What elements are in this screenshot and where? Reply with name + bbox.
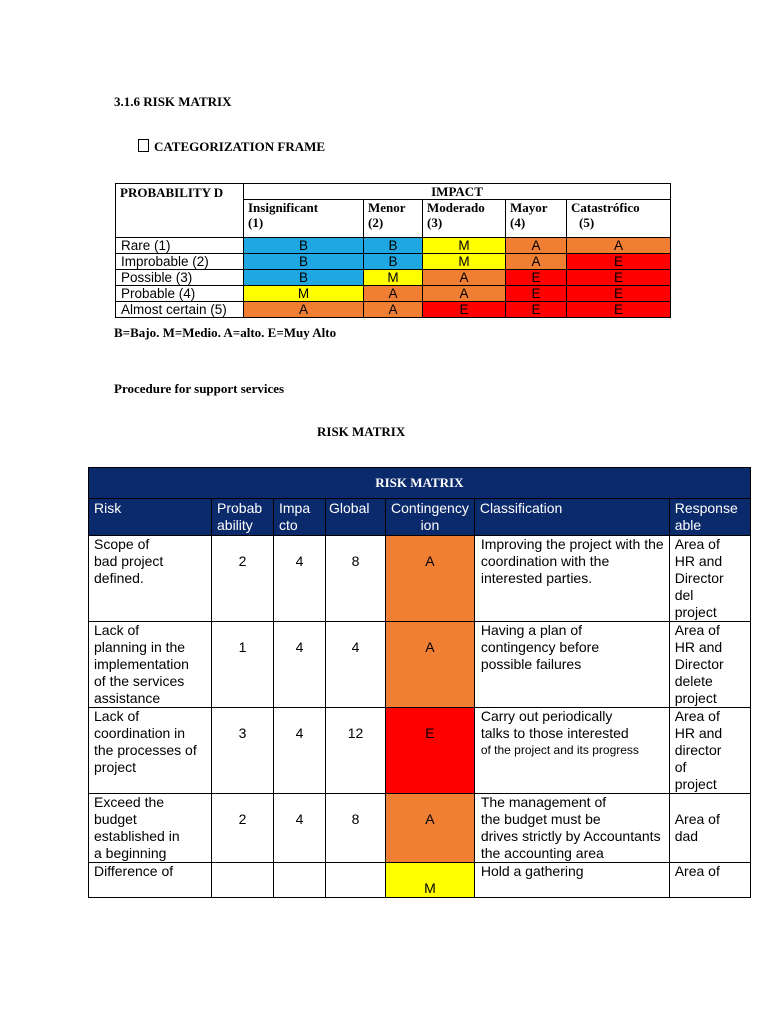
risk-text-line: of the services — [94, 673, 185, 689]
responsible-text-line: Director — [674, 570, 724, 586]
impact-cell: 4 — [274, 622, 326, 708]
categorization-matrix — [115, 183, 671, 318]
risk-row — [89, 708, 751, 794]
probability-header: PROBABILITY D — [116, 184, 244, 238]
risk-row — [89, 794, 751, 863]
risk-level-cell: E — [506, 286, 567, 302]
classification-text-line: interested parties. — [480, 570, 593, 586]
impact-level-num: (4) — [510, 215, 526, 231]
probability-cell — [212, 863, 274, 898]
bullet-placeholder-icon — [138, 139, 149, 152]
risk-level-cell: A — [244, 302, 364, 318]
classification-cell — [474, 708, 669, 794]
risk-row — [89, 536, 751, 622]
responsible-text-line: HR and — [674, 553, 723, 569]
risk-level-cell: B — [244, 238, 364, 254]
column-header-classification: Classification — [474, 499, 669, 536]
impact-level-name: Mayor — [510, 200, 548, 216]
risk-text-line: budget — [94, 811, 137, 827]
contingency-cell: A — [386, 794, 475, 863]
risk-text-line: Scope of — [94, 536, 150, 552]
impact-level-3 — [423, 200, 506, 238]
contingency-cell: E — [386, 708, 475, 794]
probability-cell: 3 — [212, 708, 274, 794]
probability-row — [116, 238, 671, 254]
risk-text-line: a beginning — [94, 845, 167, 861]
risk-matrix-table — [88, 467, 751, 898]
classification-text-line: the accounting area — [480, 845, 604, 861]
responsible-text-line: Director — [674, 656, 724, 672]
impact-level-name: Moderado — [427, 200, 485, 216]
risk-level-cell: A — [423, 270, 506, 286]
risk-level-cell: B — [364, 254, 423, 270]
probability-cell: 2 — [212, 536, 274, 622]
probability-row — [116, 254, 671, 270]
risk-text-line: bad project — [94, 553, 164, 569]
responsible-cell — [669, 536, 750, 622]
responsible-cell — [669, 622, 750, 708]
risk-matrix-body — [89, 536, 751, 898]
probability-label: Almost certain (5) — [116, 302, 244, 318]
global-cell — [326, 863, 386, 898]
probability-cell: 1 — [212, 622, 274, 708]
risk-level-cell: A — [567, 238, 671, 254]
legend: B=Bajo. M=Medio. A=alto. E=Muy Alto — [114, 325, 337, 340]
risk-text-line: coordination in — [94, 725, 186, 741]
risk-cell — [89, 794, 212, 863]
classification-cell — [474, 536, 669, 622]
risk-level-cell: M — [423, 254, 506, 270]
responsible-cell — [669, 794, 750, 863]
column-header-global: Global — [326, 499, 386, 536]
classification-text-line: Improving the project with the — [480, 536, 664, 552]
risk-text-line: assistance — [94, 690, 161, 706]
impact-level-name: Menor — [368, 200, 406, 216]
risk-level-cell: A — [364, 286, 423, 302]
responsible-text-line: dad — [674, 828, 699, 844]
risk-level-cell: E — [567, 286, 671, 302]
responsible-text-line: delete — [674, 673, 713, 689]
responsible-cell — [669, 863, 750, 898]
responsible-text-line: Area of — [674, 863, 720, 879]
risk-cell — [89, 622, 212, 708]
classification-text-line: coordination with the — [480, 553, 610, 569]
risk-level-cell: E — [506, 270, 567, 286]
risk-level-cell: E — [423, 302, 506, 318]
global-cell: 8 — [326, 794, 386, 863]
impact-cell: 4 — [274, 708, 326, 794]
risk-cell — [89, 863, 212, 898]
responsible-text-line: project — [674, 776, 717, 792]
column-header-probability: Probab ability — [212, 499, 274, 536]
responsible-text-line: del — [674, 587, 694, 603]
risk-level-cell: B — [364, 238, 423, 254]
impact-level-num: (3) — [427, 215, 443, 231]
impact-level-num: (5) — [579, 215, 595, 231]
risk-level-cell: A — [423, 286, 506, 302]
column-header-impact: Impa cto — [274, 499, 326, 536]
responsible-text-line: HR and — [674, 639, 723, 655]
categorization-body — [116, 238, 671, 318]
classification-text-line: Having a plan of — [480, 622, 583, 638]
risk-text-line: Exceed the — [94, 794, 165, 810]
risk-matrix-title: RISK MATRIX — [317, 424, 406, 439]
risk-level-cell: E — [567, 302, 671, 318]
risk-text-line: established in — [94, 828, 180, 844]
classification-cell — [474, 622, 669, 708]
risk-cell — [89, 536, 212, 622]
probability-cell: 2 — [212, 794, 274, 863]
categorization-title — [138, 139, 325, 155]
risk-matrix-header-row — [89, 499, 751, 536]
contingency-cell: A — [386, 536, 475, 622]
probability-label: Probable (4) — [116, 286, 244, 302]
impact-level-1 — [244, 200, 364, 238]
classification-text-line: Hold a gathering — [480, 863, 584, 879]
responsible-text-line: Area of — [674, 536, 720, 552]
impact-cell: 4 — [274, 536, 326, 622]
risk-text-line: project — [94, 759, 137, 775]
column-header-contingency: Contingency ion — [386, 499, 475, 536]
risk-text-line: Lack of — [94, 622, 140, 638]
classification-cell — [474, 794, 669, 863]
column-header-responsible: Response able — [669, 499, 750, 536]
probability-row — [116, 302, 671, 318]
risk-level-cell: B — [244, 270, 364, 286]
risk-text-line: Difference of — [94, 863, 174, 879]
responsible-cell — [669, 708, 750, 794]
classification-text-line: drives strictly by Accountants — [480, 828, 661, 844]
responsible-text-line: Area of — [674, 622, 720, 638]
classification-cell — [474, 863, 669, 898]
classification-text-line: The management of — [480, 794, 607, 810]
classification-text-line: contingency before — [480, 639, 600, 655]
classification-text-line: possible failures — [480, 656, 582, 672]
contingency-cell: M — [386, 863, 475, 898]
risk-level-cell: M — [364, 270, 423, 286]
risk-level-cell: A — [506, 254, 567, 270]
probability-label: Rare (1) — [116, 238, 244, 254]
global-cell: 4 — [326, 622, 386, 708]
classification-text-line: of the project and its progress — [480, 743, 639, 757]
risk-matrix-banner: RISK MATRIX — [89, 468, 751, 499]
responsible-text-line: HR and — [674, 725, 723, 741]
impact-level-5 — [567, 200, 671, 238]
risk-level-cell: M — [244, 286, 364, 302]
responsible-text-line: of — [674, 759, 687, 775]
responsible-text-line: Area of — [674, 811, 720, 827]
impact-level-num: (2) — [368, 215, 384, 231]
risk-level-cell: E — [567, 270, 671, 286]
risk-level-cell: A — [364, 302, 423, 318]
risk-text-line: implementation — [94, 656, 189, 672]
impact-level-4 — [506, 200, 567, 238]
risk-level-cell: M — [423, 238, 506, 254]
categorization-title-text: CATEGORIZATION FRAME — [154, 139, 326, 154]
risk-level-cell: E — [506, 302, 567, 318]
impact-cell: 4 — [274, 794, 326, 863]
classification-text-line: the budget must be — [480, 811, 601, 827]
probability-label: Possible (3) — [116, 270, 244, 286]
impact-level-name: Insignificant — [248, 200, 319, 216]
risk-level-cell: B — [244, 254, 364, 270]
global-cell: 8 — [326, 536, 386, 622]
procedure-title: Procedure for support services — [114, 381, 285, 396]
responsible-text-line: project — [674, 690, 717, 706]
column-header-risk: Risk — [89, 499, 212, 536]
risk-level-cell: E — [567, 254, 671, 270]
impact-level-2 — [364, 200, 423, 238]
risk-text-line: the processes of — [94, 742, 197, 758]
responsible-text-line: project — [674, 604, 717, 620]
classification-text-line: talks to those interested — [480, 725, 629, 741]
risk-text-line: defined. — [94, 570, 144, 586]
risk-level-cell: A — [506, 238, 567, 254]
responsible-text-line: director — [674, 742, 722, 758]
risk-text-line: planning in the — [94, 639, 186, 655]
probability-label: Improbable (2) — [116, 254, 244, 270]
global-cell: 12 — [326, 708, 386, 794]
impact-header: IMPACT — [244, 184, 671, 200]
probability-row — [116, 286, 671, 302]
risk-row — [89, 863, 751, 898]
risk-row — [89, 622, 751, 708]
classification-text-line: Carry out periodically — [480, 708, 613, 724]
contingency-cell: A — [386, 622, 475, 708]
risk-text-line: Lack of — [94, 708, 140, 724]
impact-level-name: Catastrófico — [571, 200, 640, 216]
impact-cell — [274, 863, 326, 898]
responsible-text-line: Area of — [674, 708, 720, 724]
section-title: 3.1.6 RISK MATRIX — [114, 94, 232, 109]
risk-cell — [89, 708, 212, 794]
responsible-text-line — [675, 794, 745, 811]
probability-row — [116, 270, 671, 286]
impact-level-num: (1) — [248, 215, 264, 231]
